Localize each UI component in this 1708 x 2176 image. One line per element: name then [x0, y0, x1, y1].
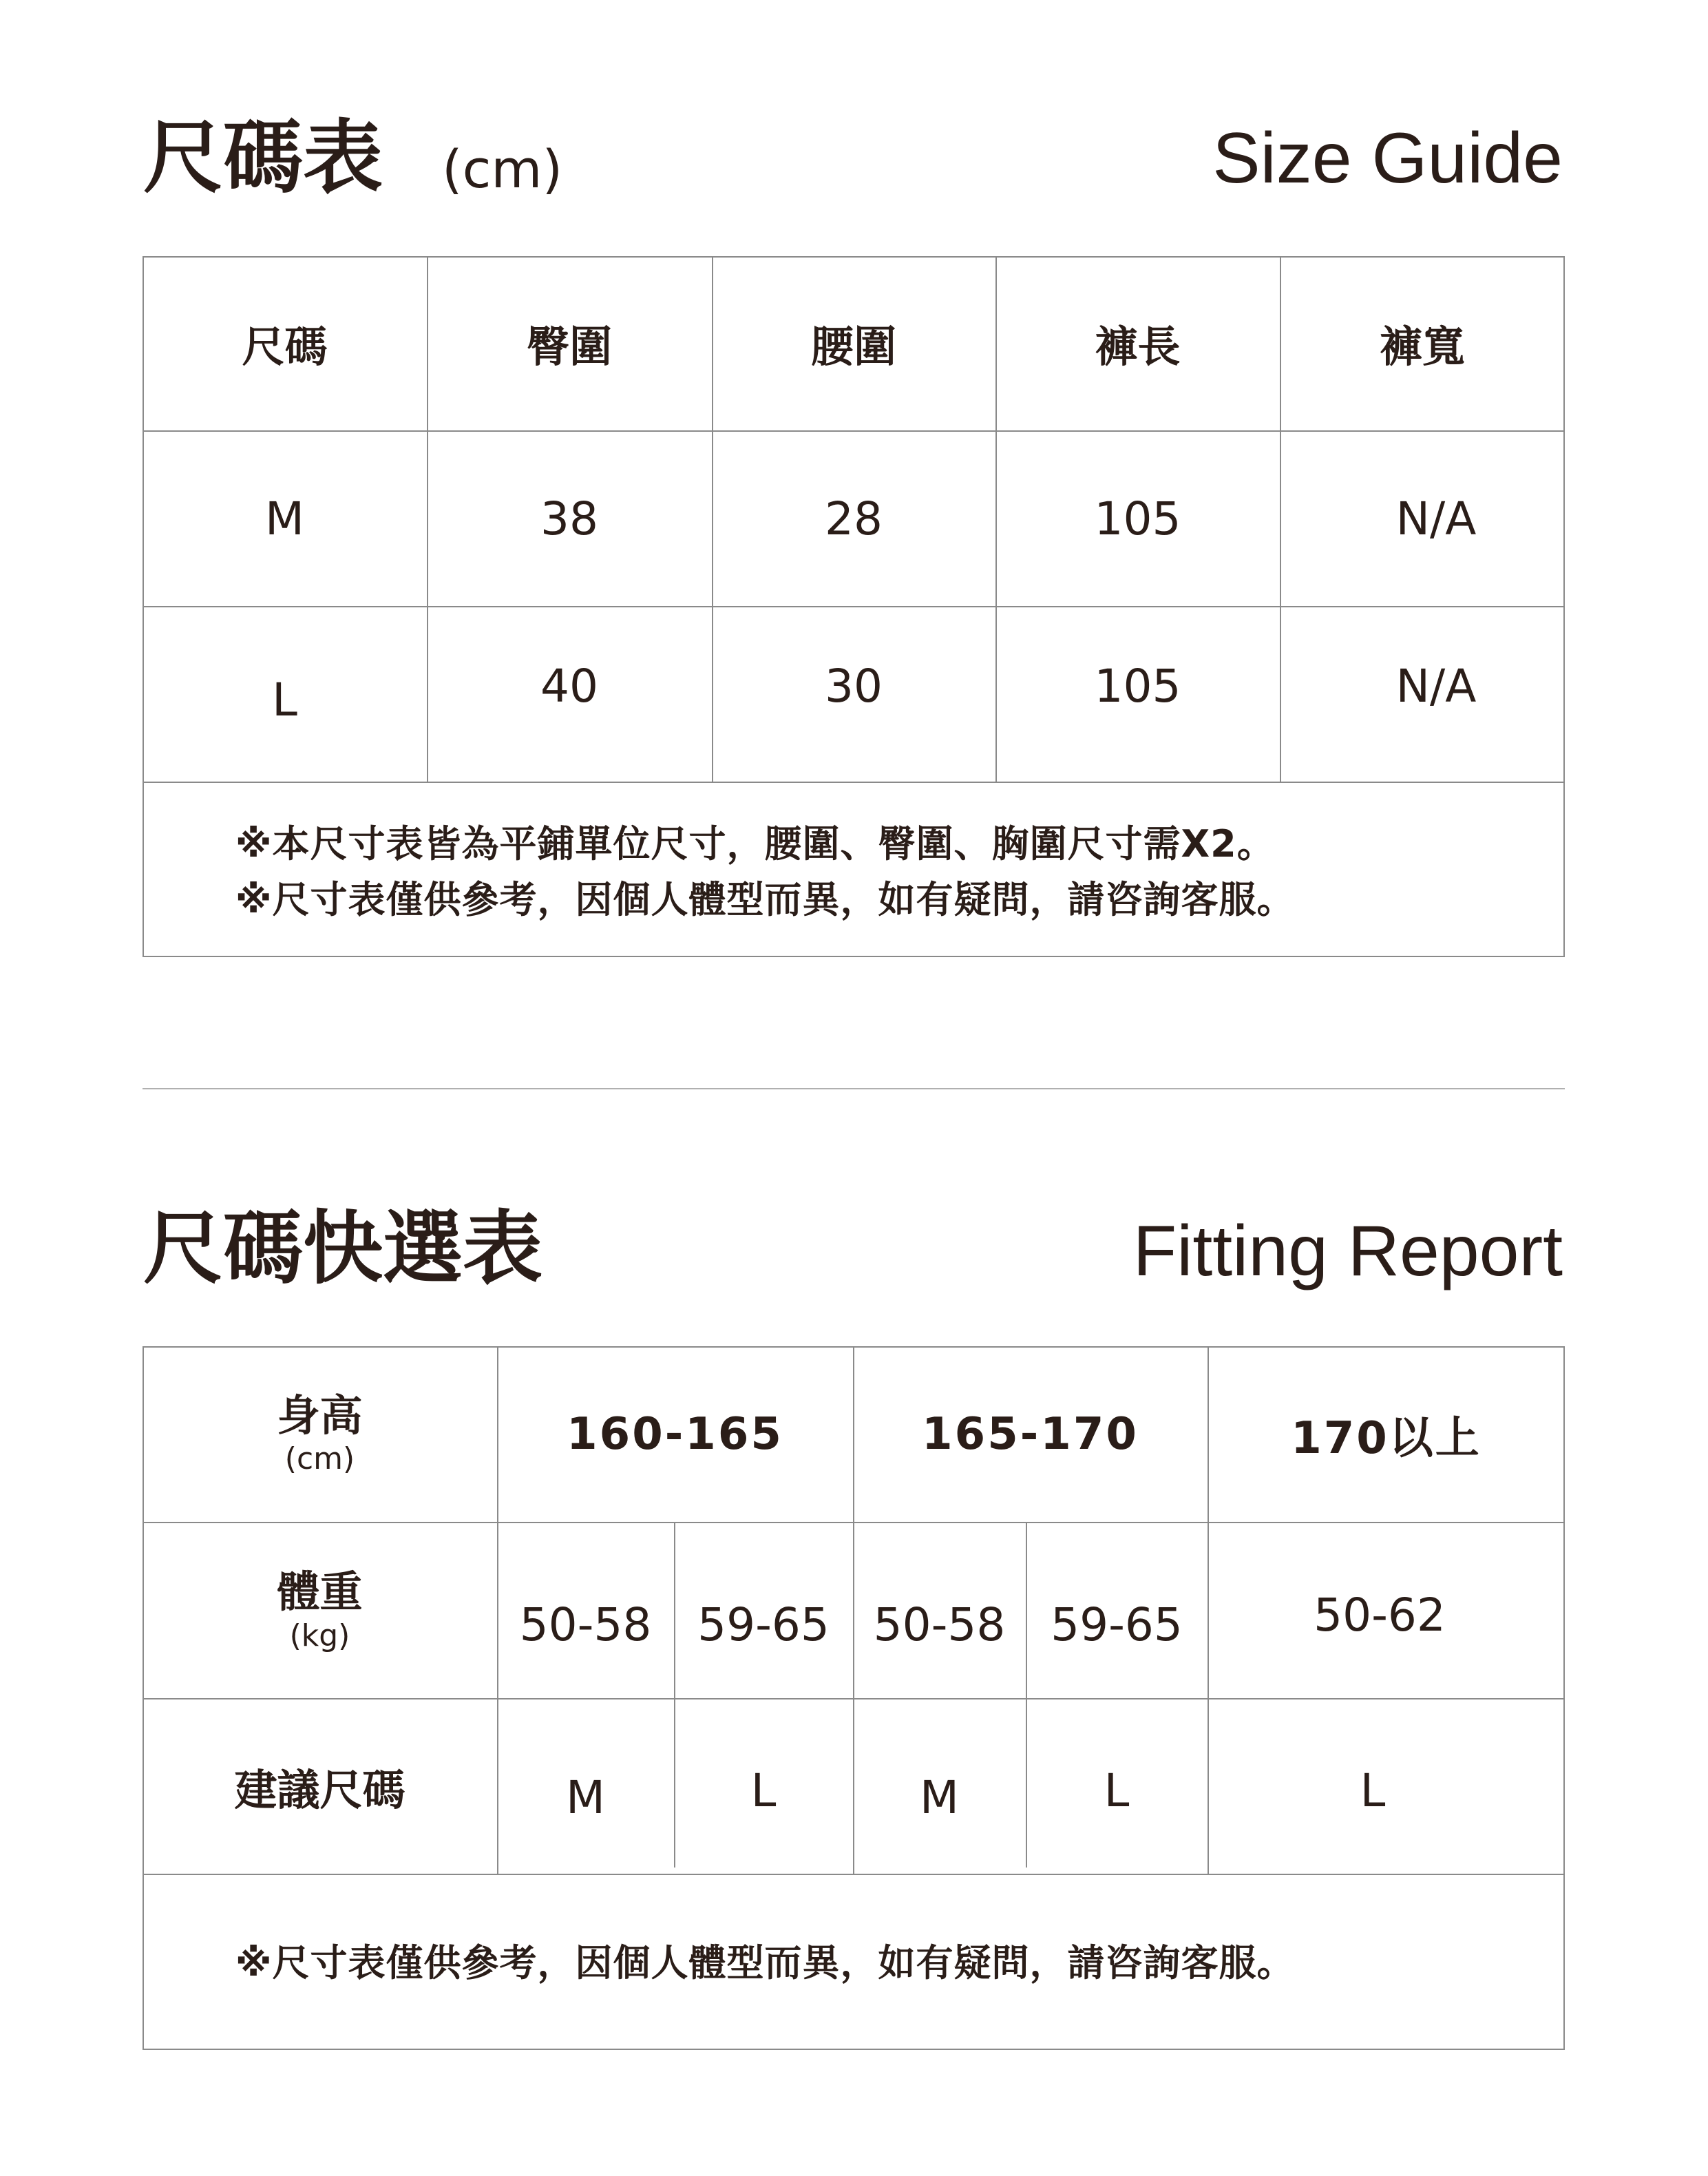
row-m-width: N/A	[1395, 492, 1477, 545]
header-size: 尺碼	[242, 322, 328, 372]
size-4: L	[1104, 1764, 1130, 1817]
size-guide-title: 尺碼表	[143, 112, 383, 205]
height-unit: (cm)	[284, 1441, 355, 1477]
height-range-3: 170以上	[1291, 1412, 1482, 1464]
row-l-length: 105	[1094, 660, 1181, 713]
size-guide-unit: (cm)	[442, 138, 563, 200]
weight-range-5: 50-62	[1314, 1588, 1446, 1642]
section-divider	[143, 1088, 1565, 1089]
size-guide-title-en: Size Guide	[1212, 118, 1563, 198]
weight-range-4: 59-65	[1051, 1598, 1183, 1651]
row-l-hip: 40	[540, 660, 598, 713]
header-hip: 臀圍	[526, 322, 612, 372]
size-3: M	[920, 1771, 959, 1824]
fitting-report-title: 尺碼快選表	[143, 1202, 542, 1295]
fitting-report-note: ※尺寸表僅供參考，因個人體型而異，如有疑問，請咨詢客服。	[235, 1941, 1295, 1985]
header-length: 褲長	[1095, 322, 1181, 372]
weight-label: 體重	[277, 1567, 363, 1618]
row-divider	[143, 782, 1565, 783]
fitting-report-title-en: Fitting Report	[1132, 1211, 1563, 1291]
row-m-waist: 28	[825, 492, 883, 545]
row-m-length: 105	[1094, 492, 1181, 545]
row-l-waist: 30	[825, 660, 883, 713]
size-5: L	[1360, 1764, 1386, 1817]
height-label-cell	[143, 1346, 497, 1522]
weight-range-1: 50-58	[519, 1598, 652, 1651]
weight-range-3: 50-58	[873, 1598, 1006, 1651]
height-range-1: 160-165	[567, 1408, 783, 1460]
size-guide-note-2: ※尺寸表僅供參考，因個人體型而異，如有疑問，請咨詢客服。	[235, 878, 1295, 921]
size-guide-note-1: ※本尺寸表皆為平鋪單位尺寸，腰圍、臀圍、胸圍尺寸需X2。	[235, 822, 1275, 866]
row-l-size: L	[272, 673, 297, 726]
row-m-size: M	[265, 492, 304, 545]
height-range-2: 165-170	[922, 1408, 1139, 1460]
header-waist: 腰圍	[810, 322, 896, 372]
size-1: M	[566, 1771, 605, 1824]
row-m-hip: 38	[540, 492, 598, 545]
header-width: 褲寬	[1379, 322, 1465, 372]
weight-label-cell	[143, 1523, 497, 1698]
height-label: 身高	[277, 1390, 363, 1441]
size-label: 建議尺碼	[234, 1765, 405, 1815]
weight-range-2: 59-65	[697, 1598, 830, 1651]
size-label-cell	[143, 1699, 497, 1874]
row-l-width: N/A	[1395, 660, 1477, 713]
size-2: L	[750, 1764, 777, 1817]
weight-unit: (kg)	[289, 1618, 350, 1653]
